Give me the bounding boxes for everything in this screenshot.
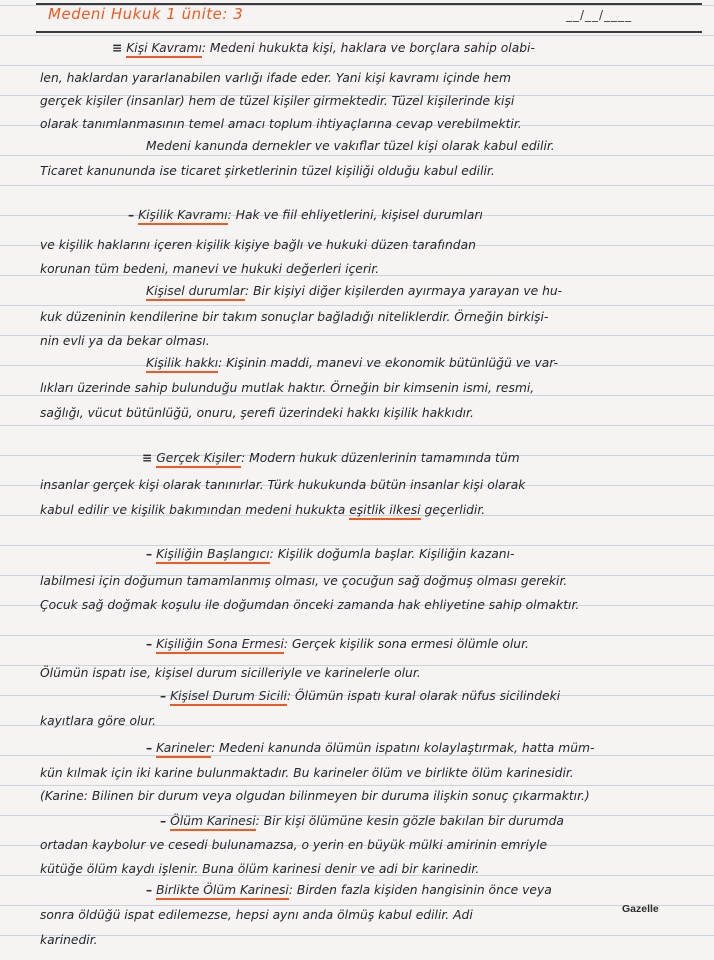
text-line: ortadan kaybolur ve cesedi bulunamazsa, o yerin en büyük mülki amirinin emriyle — [40, 838, 548, 852]
text-line: olarak tanımlanmasının temel amacı toplum ihtiyaçlarına cevap verebilmektir. — [40, 117, 522, 131]
heading-kisiligin-baslangici: – Kişiliğin Başlangıcı: Kişilik doğumla başlar. Kişiliğin kazanı- — [146, 546, 514, 562]
text-line: kayıtlara göre olur. — [40, 714, 157, 728]
heading-kisi-kavrami: ≡ Kişi Kavramı: Medeni hukukta kişi, haklara ve borçlara sahip olabi- — [112, 40, 535, 56]
heading-kisisel-durumlar: Kişisel durumlar: Bir kişiyi diğer kişilerden ayırmaya yarayan ve hu- — [146, 283, 562, 299]
text-line: lıkları üzerinde sahip bulunduğu mutlak haktır. Örneğin bir kimsenin ismi, resmi, — [40, 381, 535, 395]
heading-kisilik-hakki: Kişilik hakkı: Kişinin maddi, manevi ve ekonomik bütünlüğü ve var- — [146, 355, 558, 371]
heading-karineler: – Karineler: Medeni kanunda ölümün ispatını kolaylaştırmak, hatta müm- — [146, 740, 594, 756]
text-line: kuk düzeninin kendilerine bir takım sonuçlar bağladığı niteliklerdir. Örneğin birkişi- — [40, 310, 549, 324]
heading-kisisel-durum-sicili: – Kişisel Durum Sicili: Ölümün ispatı kural olarak nüfus sicilindeki — [160, 688, 560, 704]
text-line: insanlar gerçek kişi olarak tanınırlar. Türk hukukunda bütün insanlar kişi olarak — [40, 478, 526, 492]
text-line: kütüğe ölüm kaydı işlenir. Buna ölüm karinesi denir ve adi bir karinedir. — [40, 862, 480, 876]
text-line: sağlığı, vücut bütünlüğü, onuru, şerefi üzerindeki hakkı kişilik hakkıdır. — [40, 406, 474, 420]
text-line: len, haklardan yararlanabilen varlığı ifade eder. Yani kişi kavramı içinde hem — [40, 71, 511, 85]
heading-kisilik-kavrami: – Kişilik Kavramı: Hak ve fiil ehliyetlerini, kişisel durumları — [128, 207, 483, 223]
text-line: korunan tüm bedeni, manevi ve hukuki değerleri içerir. — [40, 262, 380, 276]
text-line: gerçek kişiler (insanlar) hem de tüzel kişiler girmektedir. Tüzel kişilerinde kişi — [40, 94, 515, 108]
heading-kisiligin-sona-ermesi: – Kişiliğin Sona Ermesi: Gerçek kişilik sona ermesi ölümle olur. — [146, 636, 529, 652]
author-signature: Gazelle — [622, 903, 659, 915]
text-line: (Karine: Bilinen bir durum veya olgudan bilinmeyen bir duruma ilişkin sonuç çıkarmaktır.) — [40, 789, 590, 803]
text-line: labilmesi için doğumun tamamlanmış olması, ve çocuğun sağ doğmuş olması gerekir. — [40, 574, 568, 588]
heading-birlikte-olum-karinesi: – Birlikte Ölüm Karinesi: Birden fazla kişiden hangisinin önce veya — [146, 882, 552, 898]
text-line: karinedir. — [40, 933, 98, 947]
text-line: ve kişilik haklarını içeren kişilik kişiye bağlı ve hukuki düzen tarafından — [40, 238, 476, 252]
text-line: sonra öldüğü ispat edilemezse, hepsi aynı anda ölmüş kabul edilir. Adi — [40, 908, 473, 922]
heading-gercek-kisiler: ≡ Gerçek Kişiler: Modern hukuk düzenlerinin tamamında tüm — [142, 450, 520, 466]
page-title: Medeni Hukuk 1 ünite: 3 — [48, 5, 244, 23]
text-line: kabul edilir ve kişilik bakımından medeni hukukta eşitlik ilkesi geçerlidir. — [40, 502, 485, 518]
highlight-esitlik-ilkesi: eşitlik ilkesi — [349, 503, 420, 520]
text-line: Medeni kanunda dernekler ve vakıflar tüzel kişi olarak kabul edilir. — [146, 139, 555, 153]
text-line: Çocuk sağ doğmak koşulu ile doğumdan önceki zamanda hak ehliyetine sahip olmaktır. — [40, 598, 580, 612]
heading-olum-karinesi: – Ölüm Karinesi: Bir kişi ölümüne kesin gözle bakılan bir durumda — [160, 813, 564, 829]
text-line: kün kılmak için iki karine bulunmaktadır. Bu karineler ölüm ve birlikte ölüm karinesidir. — [40, 766, 574, 780]
text-line: Ölümün ispatı ise, kişisel durum sicilleriyle ve karinelerle olur. — [40, 666, 421, 680]
text-line: Ticaret kanununda ise ticaret şirketlerinin tüzel kişiliği olduğu kabul edilir. — [40, 164, 495, 178]
date-field: __/__/____ — [566, 8, 633, 22]
text-line: nin evli ya da bekar olması. — [40, 334, 210, 348]
